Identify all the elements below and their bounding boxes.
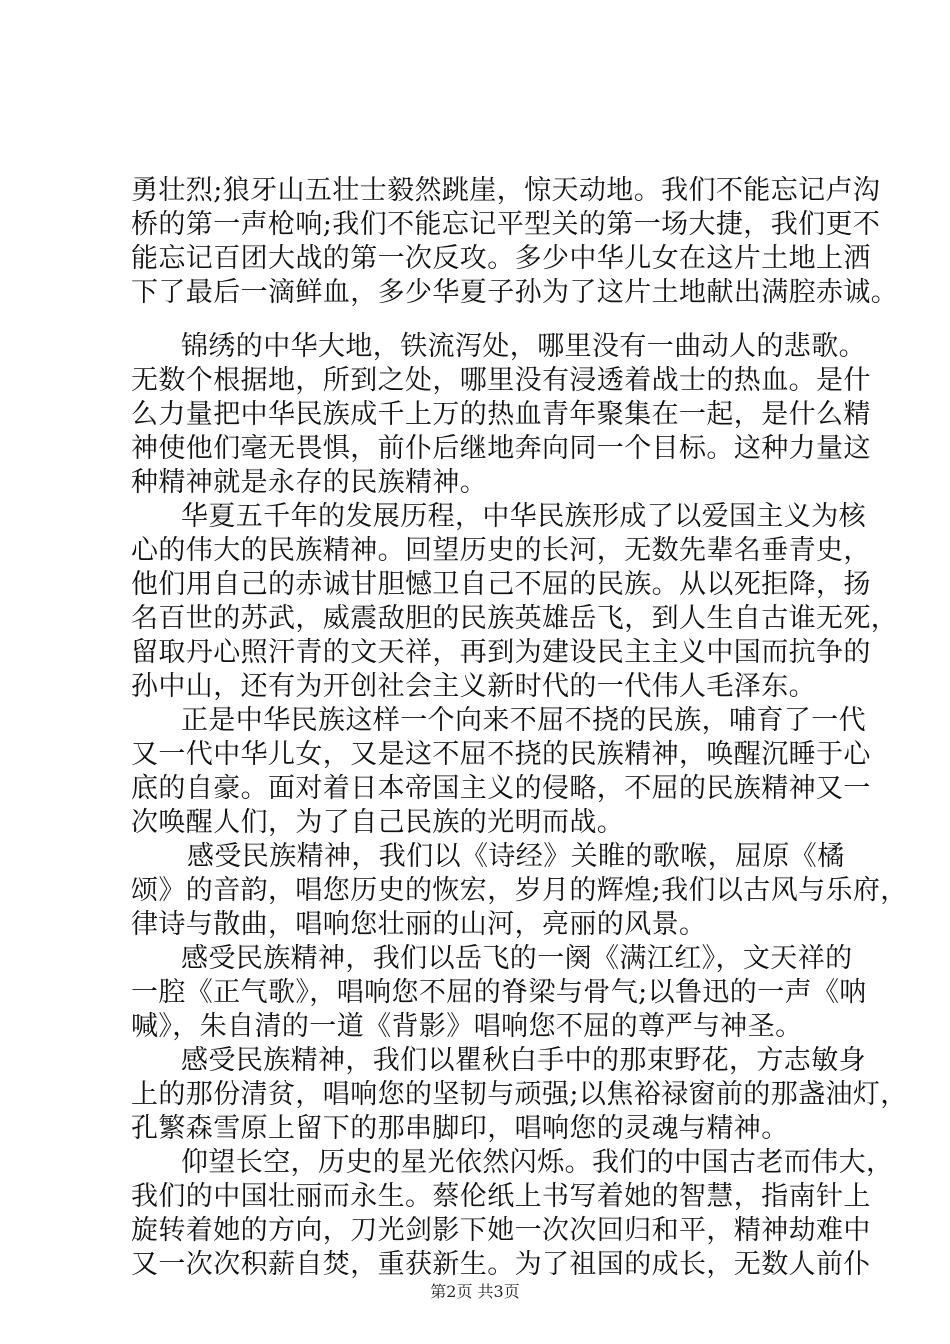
text-line: 勇壮烈;狼牙山五壮士毅然跳崖，惊天动地。我们不能忘记卢沟 (131, 175, 881, 206)
text-line: 么力量把中华民族成千上万的热血青年聚集在一起，是什么精 (131, 399, 871, 430)
text-line: 华夏五千年的发展历程，中华民族形成了以爱国主义为核 (181, 501, 866, 532)
page-number-footer: 第2页 共3页 (430, 1282, 520, 1301)
text-line: 心的伟大的民族精神。回望历史的长河，无数先辈名垂青史， (131, 535, 871, 566)
text-line: 旋转着她的方向，刀光剑影下她一次次回归和平，精神劫难中 (131, 1215, 871, 1246)
text-line: 无数个根据地，所到之处，哪里没有浸透着战士的热血。是什 (131, 365, 871, 396)
text-line: 感受民族精神，我们以岳飞的一阕《满江红》，文天祥的 (181, 943, 853, 974)
text-line: 种精神就是永存的民族精神。 (131, 467, 488, 498)
text-line: 桥的第一声枪响;我们不能忘记平型关的第一场大捷，我们更不 (131, 209, 881, 240)
text-line: 仰望长空，历史的星光依然闪烁。我们的中国古老而伟大， (181, 1147, 894, 1178)
text-line: 留取丹心照汗青的文天祥，再到为建设民主主义中国而抗争的 (131, 637, 871, 668)
text-line: 我们的中国壮丽而永生。蔡伦纸上书写着她的智慧，指南针上 (131, 1181, 871, 1212)
text-line: 次唤醒人们，为了自己民族的光明而战。 (131, 807, 625, 838)
text-line: 锦绣的中华大地，铁流泻处，哪里没有一曲动人的悲歌。 (181, 331, 866, 362)
text-line: 正是中华民族这样一个向来不屈不挠的民族，哺育了一代 (181, 705, 866, 736)
text-line: 喊》，朱自清的一道《背影》唱响您不屈的尊严与神圣。 (131, 1011, 803, 1042)
text-line: 律诗与散曲，唱响您壮丽的山河，亮丽的风景。 (131, 909, 707, 940)
text-line: 神使他们毫无畏惧，前仆后继地奔向同一个目标。这种力量这 (131, 433, 871, 464)
text-line: 一腔《正气歌》，唱响您不屈的脊梁与骨气;以鲁迅的一声《呐 (131, 977, 867, 1008)
text-line: 又一代中华儿女，又是这不屈不挠的民族精神，唤醒沉睡于心 (131, 739, 871, 770)
text-line: 下了最后一滴鲜血，多少华夏子孙为了这片土地献出满腔赤诚。 (131, 277, 899, 308)
text-line: 感受民族精神，我们以《诗经》关睢的歌喉，屈原《橘 (187, 841, 845, 872)
text-line: 能忘记百团大战的第一次反攻。多少中华儿女在这片土地上洒 (131, 243, 871, 274)
text-line: 颂》的音韵，唱您历史的恢宏，岁月的辉煌;我们以古风与乐府， (131, 875, 908, 906)
text-line: 名百世的苏武，威震敌胆的民族英雄岳飞，到人生自古谁无死， (131, 603, 899, 634)
text-line: 又一次次积薪自焚，重获新生。为了祖国的成长，无数人前仆 (131, 1249, 871, 1280)
text-line: 孙中山，还有为开创社会主义新时代的一代伟人毛泽东。 (131, 671, 816, 702)
text-line: 他们用自己的赤诚甘胆憾卫自己不屈的民族。从以死拒降，扬 (131, 569, 871, 600)
text-line: 上的那份清贫，唱响您的坚韧与顽强;以焦裕禄窗前的那盏油灯， (131, 1079, 908, 1110)
text-line: 孔繁森雪原上留下的那串脚印，唱响您的灵魂与精神。 (131, 1113, 789, 1144)
text-line: 感受民族精神，我们以瞿秋白手中的那束野花，方志敏身 (181, 1045, 866, 1076)
text-line: 底的自豪。面对着日本帝国主义的侵略，不屈的民族精神又一 (131, 773, 871, 804)
